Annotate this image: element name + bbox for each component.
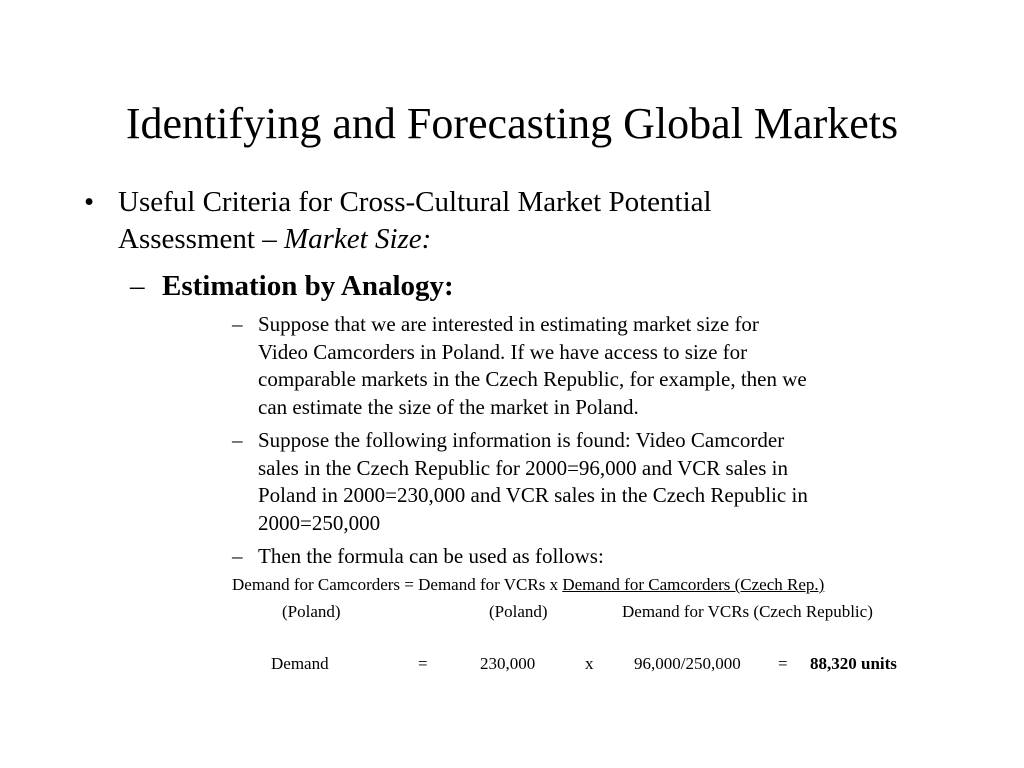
formula-line [232, 574, 824, 596]
formula-denominator: Demand for VCRs (Czech Republic) [622, 602, 873, 621]
calc-value: 230,000 [480, 654, 536, 673]
item-1-line-4: can estimate the size of the market in Poland. [258, 394, 639, 419]
formula-poland-1: (Poland) [282, 602, 341, 621]
slide-title: Identifying and Forecasting Global Markets [125, 99, 899, 148]
bullet-text-prefix: Assessment – [118, 223, 284, 255]
calc-times: x [585, 654, 594, 673]
calc-ratio: 96,000/250,000 [634, 654, 741, 673]
formula-lhs: Demand for Camcorders = Demand for VCRs x [232, 575, 563, 594]
item-1-line-3: comparable markets in the Czech Republic, for example, then we [258, 367, 807, 391]
item-dash: – [232, 428, 243, 452]
item-1-line-2: Video Camcorders in Poland. If we have access to size for [258, 339, 748, 364]
formula-poland-2: (Poland) [489, 602, 548, 621]
item-2-line-4: 2000=250,000 [258, 510, 381, 535]
sub-dash: – [130, 270, 145, 302]
bullet-text-line-2 [118, 221, 431, 258]
calc-equals-2: = [778, 654, 788, 673]
bullet-icon: • [84, 186, 95, 218]
formula-numerator: Demand for Camcorders (Czech Rep.) [562, 575, 825, 594]
calc-result: 88,320 units [810, 654, 897, 673]
item-dash: – [232, 312, 243, 336]
item-3-line-1: Then the formula can be used as follows: [258, 544, 604, 568]
item-1-line-1: Suppose that we are interested in estimating market size for [258, 312, 759, 336]
item-dash: – [232, 544, 243, 568]
market-size-label: Market Size: [283, 223, 432, 255]
item-2-line-2: sales in the Czech Republic for 2000=96,000 and VCR sales in [258, 455, 788, 480]
calc-label: Demand [271, 654, 329, 673]
calc-equals-1: = [418, 654, 428, 673]
bullet-text-line-1: Useful Criteria for Cross-Cultural Market Potential [118, 186, 712, 218]
item-2-line-1: Suppose the following information is found: Video Camcorder [258, 428, 785, 452]
sub-heading: Estimation by Analogy: [162, 270, 454, 302]
item-2-line-3: Poland in 2000=230,000 and VCR sales in the Czech Republic in [258, 483, 808, 507]
